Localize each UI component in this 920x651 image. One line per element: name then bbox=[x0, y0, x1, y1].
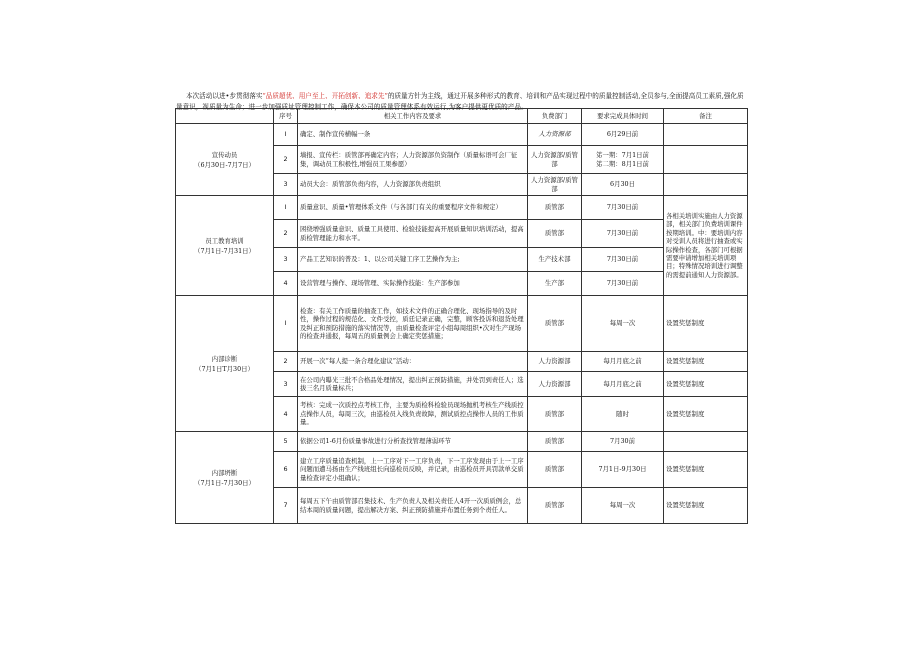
row-time: 7月1日-9月30日 bbox=[582, 452, 664, 488]
row-time: 7月30前 bbox=[582, 432, 664, 452]
row-no: 2 bbox=[274, 146, 298, 174]
phase-name: 宣传动员 bbox=[211, 150, 238, 159]
row-note: 设置奖惩制度 bbox=[664, 397, 748, 432]
phase-cell bbox=[176, 432, 274, 524]
phase-name: 内部坍断 bbox=[211, 468, 238, 477]
phase-name: 内部诊断 bbox=[211, 354, 238, 363]
phase-name: 员工教育培训 bbox=[205, 236, 244, 245]
row-content: 每周五下午由质管部召集技术、生产负责人及相关责任人4开一次质质例会，总结本周的质量问题，提出解决方案、纠正预防措施并布置任务到个责任人。 bbox=[298, 488, 528, 524]
row-note: 设置奖惩制度 bbox=[664, 488, 748, 524]
row-content: 考核：完成一次质控点考核工作，主要为质检科检验员现场抛机考核生产线质控点操作人员，每周三次，由巡检员入线负责故障，测试质控点操作人员的工作质量。 bbox=[298, 397, 528, 432]
row-dept: 质管部 bbox=[528, 488, 582, 524]
row-note: 各相关培训实施由人力资源部，相关部门负费培训课件按期培训。中：要培训内容对受训人员将进行抽查或实际操作检查，各部门可根据需要申请增加相关培训项目；特殊情况培训进行调整的需提前通知人力资源部。 bbox=[664, 196, 748, 296]
phase-range: （7月1日-7月31日） bbox=[194, 246, 255, 255]
row-note: 设置奖惩制度 bbox=[664, 296, 748, 352]
row-time: 7月30日前 bbox=[582, 272, 664, 296]
row-note bbox=[664, 146, 748, 174]
row-content: 开展一次“每人提一条合理化建议”活动： bbox=[298, 352, 528, 372]
row-dept: 人力资源部 bbox=[528, 352, 582, 372]
row-content: 在公司内曝光三批不合格品处理情况，提出纠正预防措施，并处罚到责任人；选拔三名月质量标兵； bbox=[298, 372, 528, 397]
intro-text-1: 本次活动以进•步贯彻落实 bbox=[186, 91, 263, 100]
row-no: 5 bbox=[274, 432, 298, 452]
row-dept: 人力资源部/质管部 bbox=[528, 146, 582, 174]
row-no: 6 bbox=[274, 452, 298, 488]
row-no: 2 bbox=[274, 352, 298, 372]
phase-range: （6月30日-7月7日） bbox=[194, 160, 255, 169]
phase-cell bbox=[176, 296, 274, 432]
table-row bbox=[176, 196, 748, 220]
row-dept: 质管部 bbox=[528, 397, 582, 432]
row-time: 7月30日前 bbox=[582, 248, 664, 272]
row-note: 设置奖惩制度 bbox=[664, 352, 748, 372]
row-content: 墙报、宣传栏：质管部再确定内容；人力资源部负资制作（质量标语可会厂征集，调动员工积极性,增强员工果参愿） bbox=[298, 146, 528, 174]
header-no: 序号 bbox=[274, 109, 298, 124]
row-note bbox=[664, 432, 748, 452]
row-content: 设营管理与操作、现场管理、实际操作技能：生产部参加 bbox=[298, 272, 528, 296]
row-time: 7月30日前 bbox=[582, 220, 664, 248]
row-dept: 生产部 bbox=[528, 272, 582, 296]
table-row bbox=[176, 296, 748, 352]
row-time: 每周一次 bbox=[582, 488, 664, 524]
row-note: 设置奖惩制度 bbox=[664, 452, 748, 488]
row-dept: 质管部 bbox=[528, 196, 582, 220]
row-content: 建立工序质量追查机制，上一工序对下一工序负责，下一工序发现由于上一工序问题而遭马扬由生产线班组长向巡检员反映，并记录，由巡检员开具罚款单交质量检查评定小组确认； bbox=[298, 452, 528, 488]
row-content: 质量意识、质量•管理体系文件（与各部门有关的重要程序文件和规定） bbox=[298, 196, 528, 220]
row-no: 2 bbox=[274, 220, 298, 248]
row-no: I bbox=[274, 124, 298, 146]
activity-plan-table bbox=[175, 108, 748, 524]
row-time: 每月月底之前 bbox=[582, 352, 664, 372]
row-no: 3 bbox=[274, 248, 298, 272]
phase-range: （7月1日T月30日） bbox=[195, 364, 254, 373]
row-dept: 人力资源部 bbox=[528, 124, 582, 146]
table-row bbox=[176, 124, 748, 146]
row-dept: 质管部 bbox=[528, 452, 582, 488]
row-time: 6月30日 bbox=[582, 174, 664, 196]
row-no: 3 bbox=[274, 372, 298, 397]
header-row bbox=[176, 109, 748, 124]
intro-text-2: 的质量方针为主线，通过开展多种形式的教育、培训和产品实现过程中的质量控制活动,全员参与,全面提高员工素质,强化质量意识，视质量为生命；进一步加强质址管理控制工作，确保本公司的质量管理体系有效运行,为客户提供更优质的产品。 bbox=[176, 91, 744, 111]
row-no: 7 bbox=[274, 488, 298, 524]
table-row bbox=[176, 432, 748, 452]
row-content: 动员大会：质管部负责内容，人力资源部负责组织 bbox=[298, 174, 528, 196]
row-no: 4 bbox=[274, 272, 298, 296]
row-time: 随时 bbox=[582, 397, 664, 432]
row-no: I bbox=[274, 296, 298, 352]
row-dept: 人力资源部/质管部 bbox=[528, 174, 582, 196]
header-phase bbox=[176, 109, 274, 124]
row-dept: 质管部 bbox=[528, 296, 582, 352]
row-dept: 质管部 bbox=[528, 220, 582, 248]
row-time: 6月29日前 bbox=[582, 124, 664, 146]
row-content: 产品工艺知识的普及：1、以公司关键工序工艺操作为主; bbox=[298, 248, 528, 272]
row-no: I bbox=[274, 196, 298, 220]
row-note bbox=[664, 124, 748, 146]
row-time bbox=[582, 146, 664, 174]
row-dept: 人力资源部 bbox=[528, 372, 582, 397]
row-content: 困绕增强质量意识、质量工具使用、检验技能提高开展质量知识培训活动，提高质检管理能力和水平。 bbox=[298, 220, 528, 248]
header-time: 要求完成具体时间 bbox=[582, 109, 664, 124]
row-time: 每月月底之前 bbox=[582, 372, 664, 397]
row-note bbox=[664, 174, 748, 196]
header-content: 相关工作内容及要求 bbox=[298, 109, 528, 124]
row-time: 每周一次 bbox=[582, 296, 664, 352]
row-time: 7月30日前 bbox=[582, 196, 664, 220]
row-time-phase-2: 笫二期：8月1日前 bbox=[596, 159, 649, 168]
header-dept: 负费部门 bbox=[528, 109, 582, 124]
phase-cell bbox=[176, 124, 274, 196]
row-no: 4 bbox=[274, 397, 298, 432]
row-dept: 质管部 bbox=[528, 432, 582, 452]
phase-range: （7月1日-7月30日） bbox=[194, 478, 255, 487]
phase-cell bbox=[176, 196, 274, 296]
row-content: 依据公司1-6月份质量事故进行分析查找管理薄弱环节 bbox=[298, 432, 528, 452]
row-no: 3 bbox=[274, 174, 298, 196]
row-note: 设置奖惩制度 bbox=[664, 372, 748, 397]
row-dept: 生产技术部 bbox=[528, 248, 582, 272]
header-note: 备注 bbox=[664, 109, 748, 124]
row-content: 检查：有关工作质量的抽查工作，如技术文件的正确合理化、现场指导的及时性，操作过程的规范化、文件受控，质廷记录正确，完整，顾客投诉和退货处理及纠正和预防措施的落实情况等，由质量检查评定小组每周组织•次对生产现场的检查并通报，每周五的质量例会上确定奖惩措施； bbox=[298, 296, 528, 352]
row-content: 确定、制作宣传横幅一条 bbox=[298, 124, 528, 146]
intro-highlight: “品质超优、用户至上、开拓创新、追求先” bbox=[262, 91, 388, 100]
row-time-phase-1: 笫一期：7月1日前 bbox=[596, 151, 649, 160]
